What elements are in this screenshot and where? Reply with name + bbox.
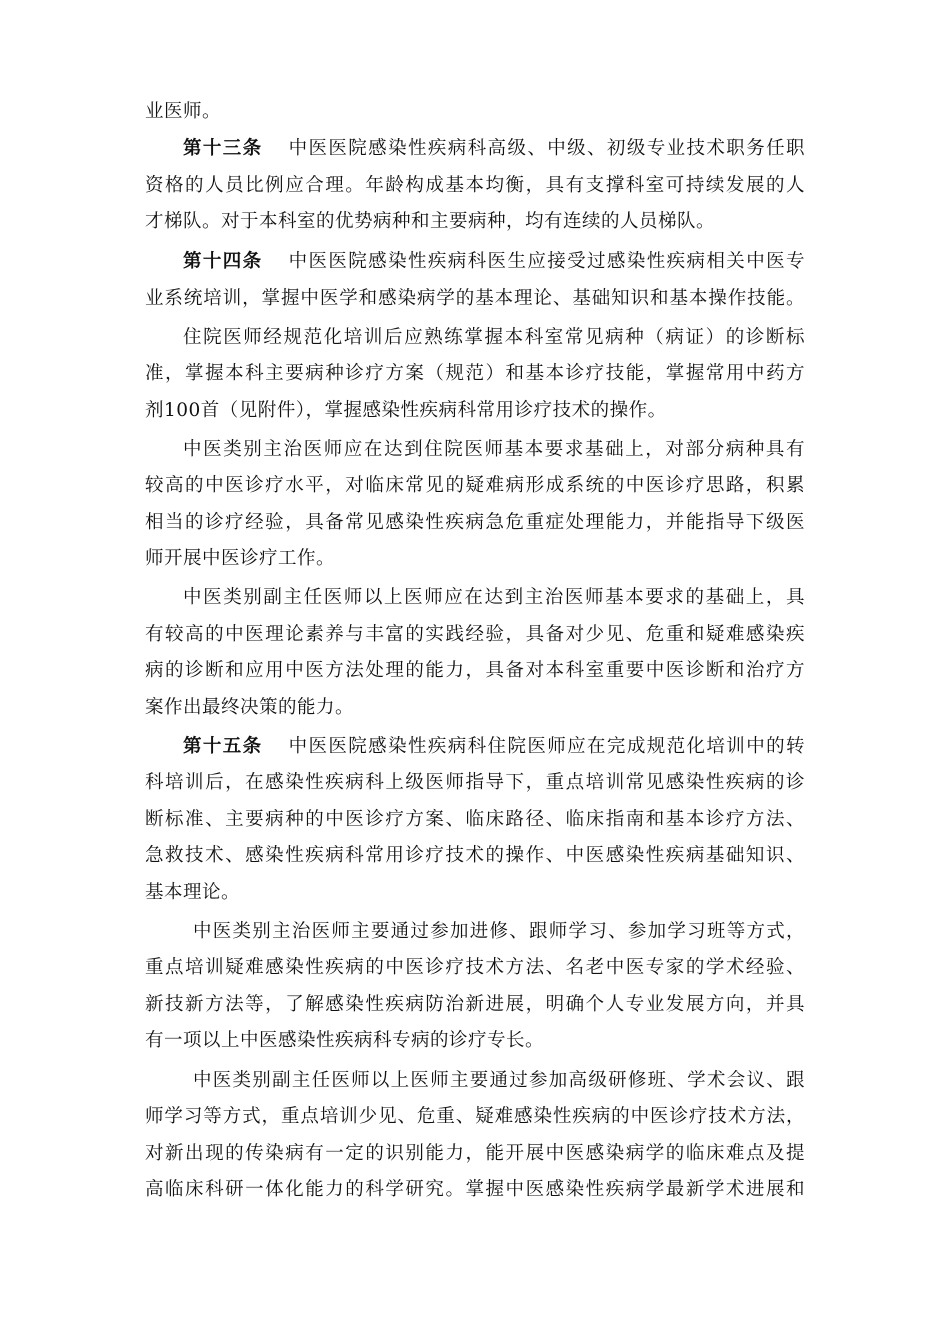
article-15-heading: 第十五条 <box>183 736 263 757</box>
text-line: 业医师。 <box>145 101 222 122</box>
text-line: 师开展中医诊疗工作。 <box>145 548 336 569</box>
text-line: 有一项以上中医感染性疾病科专病的诊疗专长。 <box>145 1030 545 1051</box>
text-line: 相当的诊疗经验，具备常见感染性疾病急危重症处理能力，并能指导下级医 <box>145 512 805 533</box>
article-15-text: 中医医院感染性疾病科住院医师应在完成规范化培训中的转 <box>288 736 805 757</box>
text-line: 师学习等方式，重点培训少见、危重、疑难感染性疾病的中医诊疗技术方法， <box>145 1106 805 1127</box>
article-14-heading: 第十四条 <box>183 251 263 272</box>
article-14-first-line <box>145 244 805 280</box>
text-line: 有较高的中医理论素养与丰富的实践经验，具备对少见、危重和疑难感染疾 <box>145 624 805 645</box>
text-line: 中医类别主治医师应在达到住院医师基本要求基础上，对部分病种具有 <box>183 439 805 460</box>
text-line: 对新出现的传染病有一定的识别能力，能开展中医感染病学的临床难点及提 <box>145 1143 805 1164</box>
article-13-text: 中医医院感染性疾病科高级、中级、初级专业技术职务任职 <box>288 138 805 159</box>
text-line: 中医类别副主任医师以上医师主要通过参加高级研修班、学术会议、跟 <box>193 1070 805 1091</box>
text-line: 才梯队。对于本科室的优势病种和主要病种，均有连续的人员梯队。 <box>145 211 716 232</box>
text-line: 断标准、主要病种的中医诊疗方案、临床路径、临床指南和基本诊疗方法、 <box>145 809 805 830</box>
text-line: 基本理论。 <box>145 882 241 903</box>
text-line: 中医类别主治医师主要通过参加进修、跟师学习、参加学习班等方式， <box>193 921 805 942</box>
text-line: 住院医师经规范化培训后应熟练掌握本科室常见病种（病证）的诊断标 <box>183 327 805 348</box>
text-line: 病的诊断和应用中医方法处理的能力，具备对本科室重要中医诊断和治疗方 <box>145 660 805 681</box>
text-line: 业系统培训，掌握中医学和感染病学的基本理论、基础知识和基本操作技能。 <box>145 288 805 309</box>
text-line: 资格的人员比例应合理。年龄构成基本均衡，具有支撑科室可持续发展的人 <box>145 175 805 196</box>
text-line: 准，掌握本科主要病种诊疗方案（规范）和基本诊疗技能，掌握常用中药方 <box>145 363 805 384</box>
text-line: 重点培训疑难感染性疾病的中医诊疗技术方法、名老中医专家的学术经验、 <box>145 957 805 978</box>
text-line: 高临床科研一体化能力的科学研究。掌握中医感染性疾病学最新学术进展和 <box>145 1179 805 1200</box>
article-15-first-line <box>145 729 805 765</box>
text-line: 新技新方法等，了解感染性疾病防治新进展，明确个人专业发展方向，并具 <box>145 994 805 1015</box>
article-13-heading: 第十三条 <box>183 138 263 159</box>
text-line: 案作出最终决策的能力。 <box>145 697 355 718</box>
text-line: 急救技术、感染性疾病科常用诊疗技术的操作、中医感染性疾病基础知识、 <box>145 845 805 866</box>
article-13-first-line <box>145 131 805 167</box>
text-line: 剂100首（见附件），掌握感染性疾病科常用诊疗技术的操作。 <box>145 400 667 421</box>
text-line: 科培训后，在感染性疾病科上级医师指导下，重点培训常见感染性疾病的诊 <box>145 772 805 793</box>
text-line: 中医类别副主任医师以上医师应在达到主治医师基本要求的基础上，具 <box>183 587 805 608</box>
article-14-text: 中医医院感染性疾病科医生应接受过感染性疾病相关中医专 <box>288 251 805 272</box>
text-line: 较高的中医诊疗水平，对临床常见的疑难病形成系统的中医诊疗思路，积累 <box>145 475 805 496</box>
